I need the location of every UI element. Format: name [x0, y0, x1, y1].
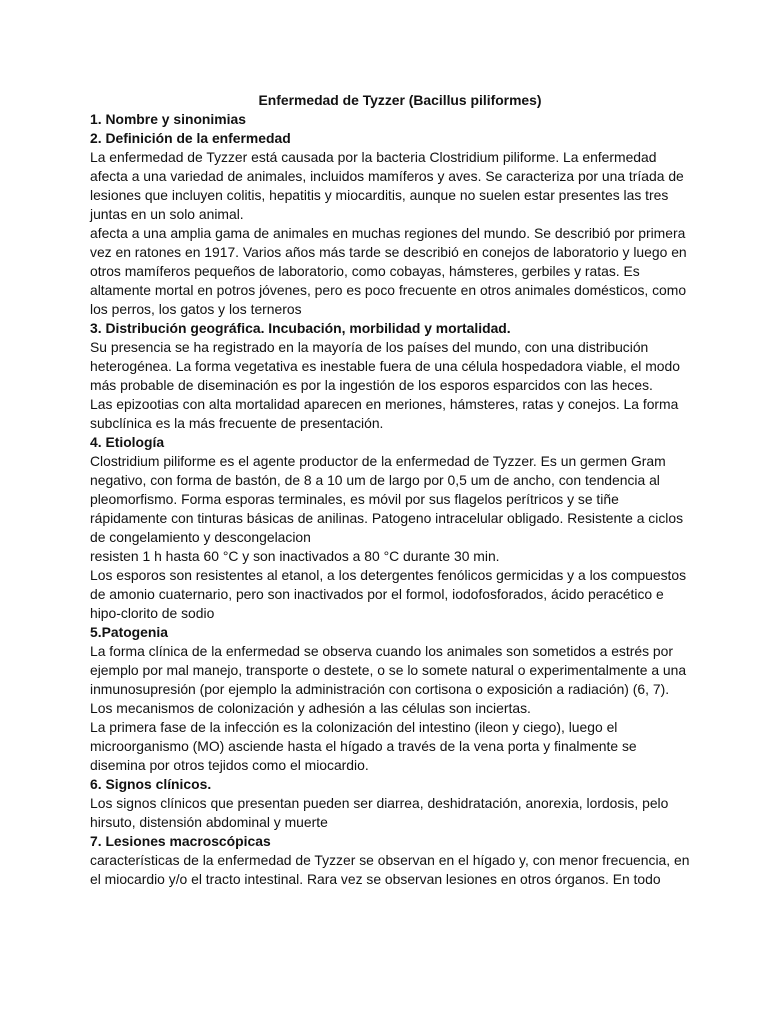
paragraph: resisten 1 h hasta 60 °C y son inactivados a 80 °C durante 30 min. [90, 548, 500, 564]
document-body [90, 91, 690, 889]
section-heading: 6. Signos clínicos. [90, 776, 212, 792]
paragraph: afecta a una amplia gama de animales en muchas regiones del mundo. Se describió por primera vez en ratones en 1917. Varios años más tarde se describió en conejos de laboratorio y luego en otros mamíferos pequeños de laboratorio, como cobayas, hámsteres, gerbiles y ratas. Es altamente mortal en potros jóvenes, pero es poco frecuente en otros animales domésticos, como los perros, los gatos y los terneros [90, 225, 687, 317]
paragraph: Su presencia se ha registrado en la mayoría de los países del mundo, con una distribución heterogénea. La forma vegetativa es inestable fuera de una célula hospedadora viable, el modo más probable de diseminación es por la ingestión de los esporos esparcidos con las heces. [90, 339, 680, 393]
paragraph: Clostridium piliforme es el agente productor de la enfermedad de Tyzzer. Es un germen Gram negativo, con forma de bastón, de 8 a 10 um de largo por 0,5 um de ancho, con tendencia al pleomorfismo. Forma esporas terminales, es móvil por sus flagelos perítricos y se tiñe rápidamente con tinturas básicas de anilinas. Patogeno intracelular obligado. Resistente a ciclos de congelamiento y descongelacion [90, 453, 684, 545]
document-title: Enfermedad de Tyzzer (Bacillus piliformes) [258, 92, 542, 108]
section-heading: 1. Nombre y sinonimias [90, 111, 246, 127]
paragraph: Los mecanismos de colonización y adhesión a las células son inciertas. [90, 700, 531, 716]
paragraph: Los signos clínicos que presentan pueden ser diarrea, deshidratación, anorexia, lordosis, pelo hirsuto, distensión abdominal y muerte [90, 795, 669, 830]
section-heading: 4. Etiología [90, 434, 165, 450]
section-heading: 2. Definición de la enfermedad [90, 130, 291, 146]
paragraph: La enfermedad de Tyzzer está causada por la bacteria Clostridium piliforme. La enfermedad afecta a una variedad de animales, incluidos mamíferos y aves. Se caracteriza por una tríada de lesiones que incluyen colitis, hepatitis y miocarditis, aunque no suelen estar presentes las tres juntas en un solo animal. [90, 149, 684, 222]
section-heading: 3. Distribución geográfica. Incubación, morbilidad y mortalidad. [90, 320, 511, 336]
section-heading: 5.Patogenia [90, 624, 168, 640]
paragraph: La forma clínica de la enfermedad se observa cuando los animales son sometidos a estrés por ejemplo por mal manejo, transporte o destete, o se lo somete natural o experimentalmente a una inmunosupresión (por ejemplo la administración con cortisona o exposición a radiación) (6, 7). [90, 643, 687, 697]
paragraph: La primera fase de la infección es la colonización del intestino (ileon y ciego), luego el microorganismo (MO) asciende hasta el hígado a través de la vena porta y finalmente se disemina por otros tejidos como el miocardio. [90, 719, 637, 773]
section-heading: 7. Lesiones macroscópicas [90, 833, 271, 849]
paragraph: Las epizootias con alta mortalidad aparecen en meriones, hámsteres, ratas y conejos. La forma subclínica es la más frecuente de presentación. [90, 396, 679, 431]
paragraph: características de la enfermedad de Tyzzer se observan en el hígado y, con menor frecuencia, en el miocardio y/o el tracto intestinal. Rara vez se observan lesiones en otros órganos. En todo [90, 852, 690, 887]
paragraph: Los esporos son resistentes al etanol, a los detergentes fenólicos germicidas y a los compuestos de amonio cuaternario, pero son inactivados por el formol, iodofosforados, ácido peracético e hipo-clorito de sodio [90, 567, 687, 621]
document-blocks [90, 110, 690, 889]
